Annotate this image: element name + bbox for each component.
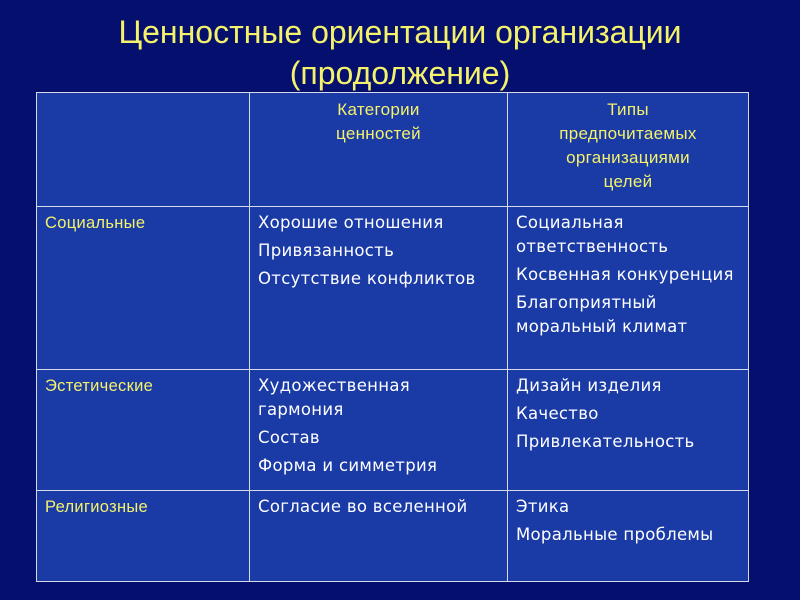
row-category: Религиозные [37, 491, 250, 582]
list-item: Хорошие отношения [258, 213, 444, 232]
row-goals-cell [508, 491, 749, 582]
row-values-cell [250, 207, 508, 370]
header-cell-categories [250, 93, 508, 207]
list-item: Косвенная конкуренция [516, 265, 734, 284]
row-values-cell [250, 370, 508, 491]
slide-title-line-1: Ценностные ориентации организации [118, 14, 682, 50]
list-item: Дизайн изделия [516, 376, 662, 395]
list-item: Моральные проблемы [516, 525, 714, 544]
header-text: Категории [337, 100, 420, 119]
header-text: целей [603, 172, 653, 191]
table-row [37, 370, 749, 491]
table-header-row [37, 93, 749, 207]
list-item: Художественная гармония [258, 376, 410, 419]
list-item: Привязанность [258, 241, 395, 260]
list-item: Этика [516, 497, 570, 516]
row-category: Эстетические [37, 370, 250, 491]
row-values-cell [250, 491, 508, 582]
values-table [36, 92, 749, 582]
header-cell-empty [37, 93, 250, 207]
header-text: Типы [607, 100, 649, 119]
list-item: Согласие во вселенной [258, 497, 468, 516]
row-category: Социальные [37, 207, 250, 370]
list-item: Отсутствие конфликтов [258, 269, 476, 288]
list-item: Социальная ответственность [516, 213, 669, 256]
table-row [37, 491, 749, 582]
header-cell-goal-types [508, 93, 749, 207]
list-item: Состав [258, 428, 320, 447]
slide-title-line-2: (продолжение) [289, 55, 511, 91]
row-goals-cell [508, 207, 749, 370]
slide-title [0, 12, 800, 94]
header-text: ценностей [336, 124, 421, 143]
list-item: Форма и симметрия [258, 456, 438, 475]
table-row [37, 207, 749, 370]
header-text: предпочитаемых [559, 124, 697, 143]
list-item: Качество [516, 404, 599, 423]
list-item: Благоприятный моральный климат [516, 293, 688, 336]
list-item: Привлекательность [516, 432, 695, 451]
header-text: организациями [566, 148, 690, 167]
row-goals-cell [508, 370, 749, 491]
